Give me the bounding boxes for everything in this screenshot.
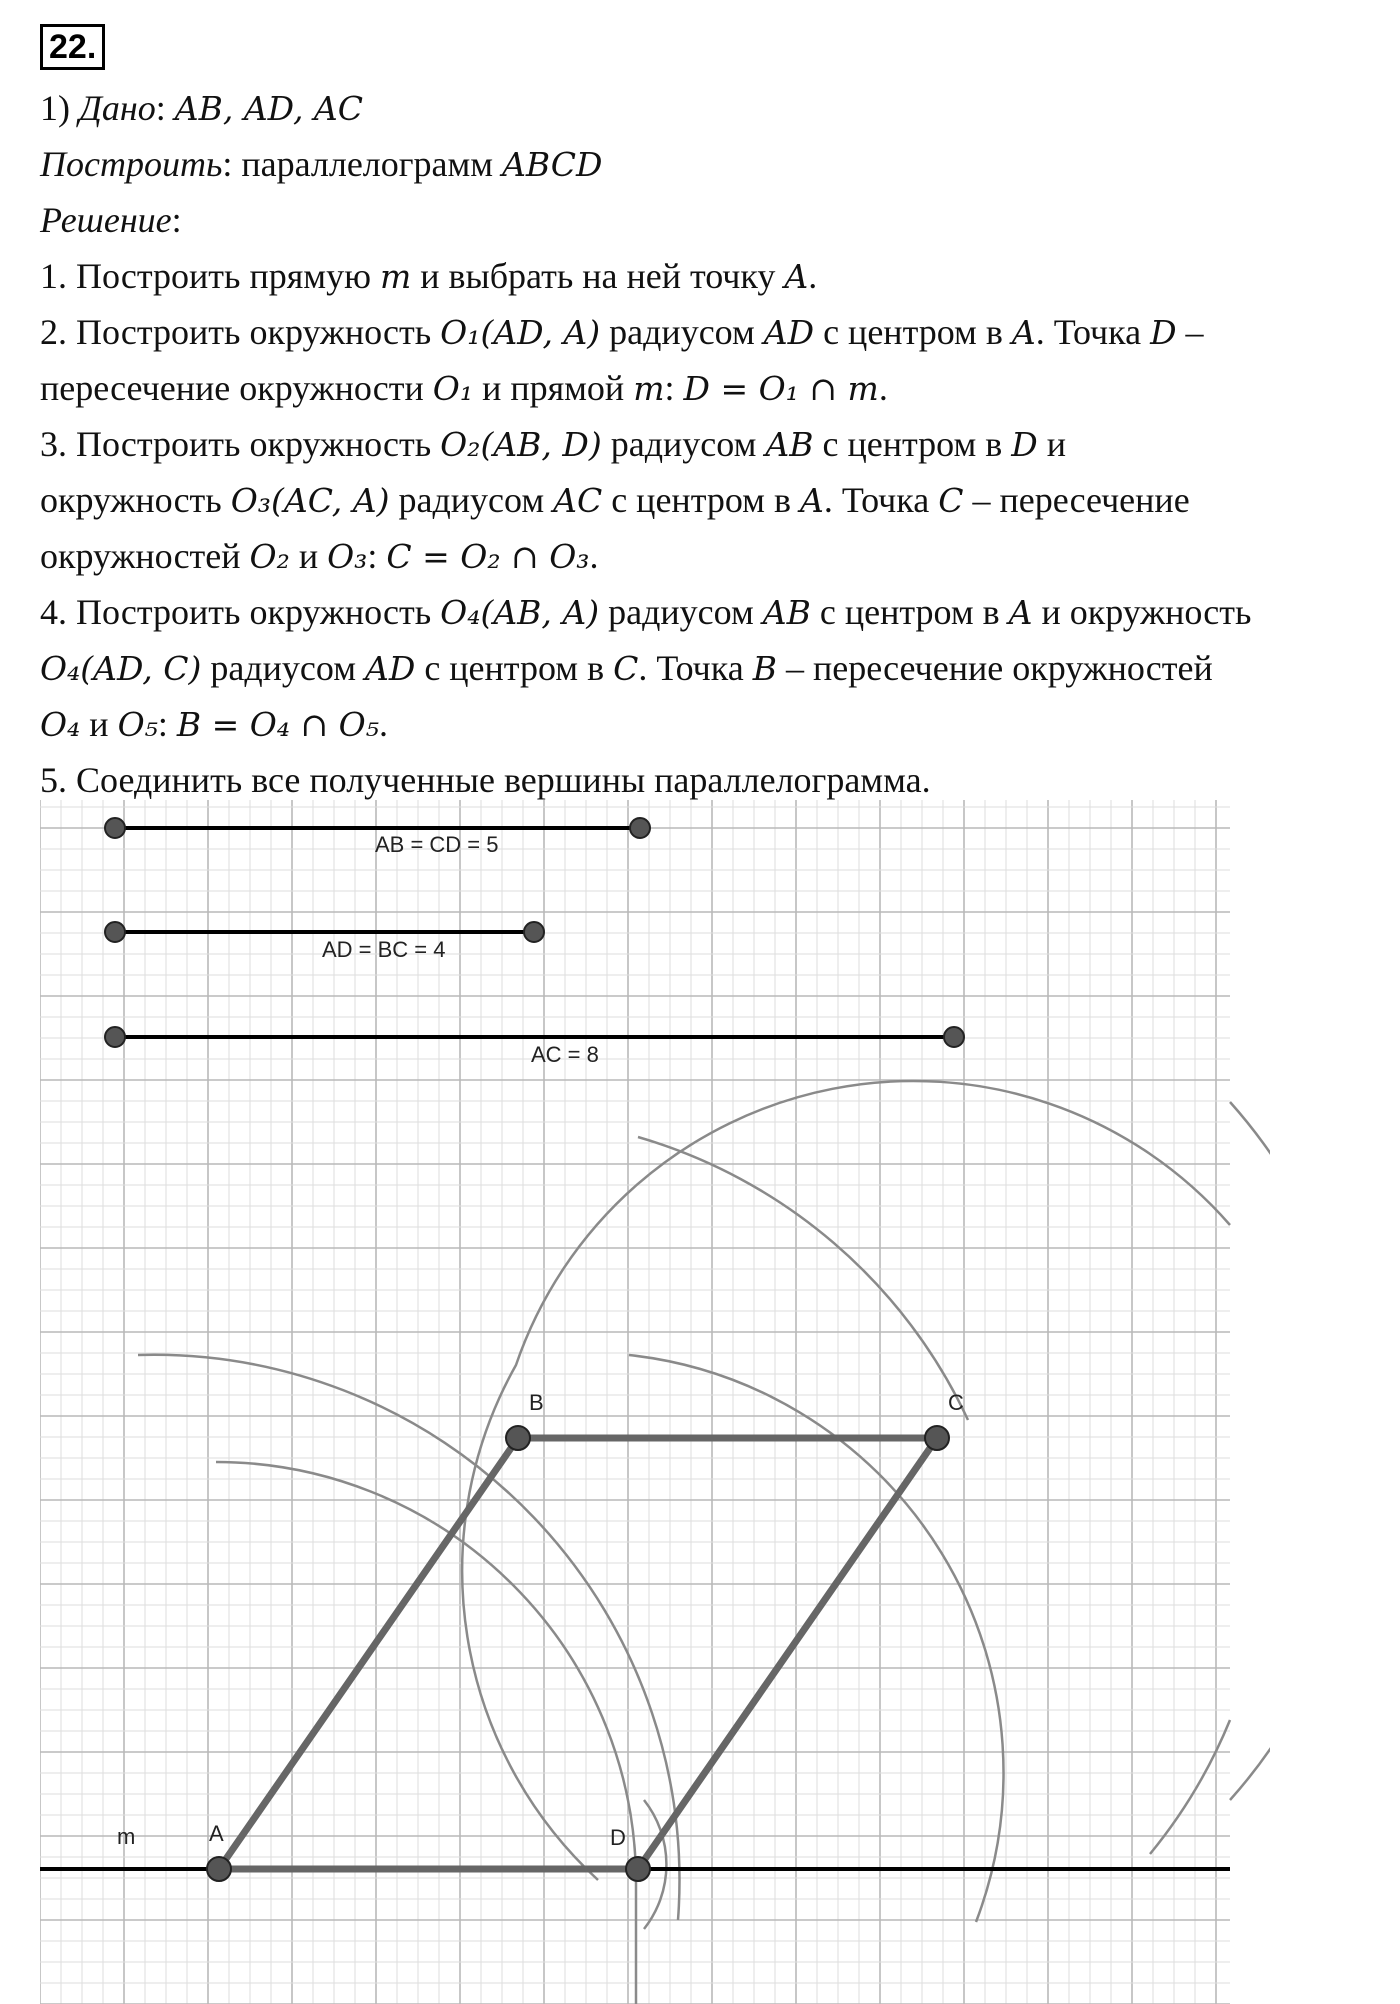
math-expression: AB: [765, 425, 814, 464]
math-expression: O₃(AC, A): [230, 481, 390, 520]
text-fragment: и: [1037, 424, 1066, 464]
text-line: [40, 640, 1380, 696]
line-m-label: m: [117, 1824, 136, 1849]
construction-figure: [40, 800, 1270, 2004]
text-fragment: 4. Построить окружность: [40, 592, 441, 632]
math-expression: O₁(AD, A): [440, 313, 601, 352]
text-fragment: .: [808, 256, 818, 296]
text-fragment: Решение: [40, 200, 172, 240]
segment-ad-label: AD = BC = 4: [322, 937, 446, 962]
text-fragment: с центром в: [602, 480, 800, 520]
text-fragment: . Точка: [1035, 312, 1151, 352]
solution-text: [40, 80, 1380, 808]
point-c-label: C: [948, 1390, 964, 1415]
arc-o1: [216, 1462, 636, 2004]
edge-cd: [638, 1438, 937, 1869]
math-expression: A: [1011, 313, 1036, 352]
point-a-label: A: [209, 1821, 224, 1846]
text-line: [40, 584, 1380, 640]
text-fragment: .: [378, 704, 388, 744]
text-fragment: : параллелограмм: [222, 144, 503, 184]
task-number: 22.: [40, 24, 105, 70]
segment-ac-label: AC = 8: [531, 1042, 599, 1067]
text-fragment: :: [171, 200, 182, 240]
point-d: [626, 1857, 650, 1881]
math-expression: AD: [763, 313, 815, 352]
text-fragment: . Точка: [638, 648, 753, 688]
text-fragment: с центром в: [813, 424, 1012, 464]
text-line: [40, 696, 1380, 752]
text-fragment: – пересечение: [963, 480, 1190, 520]
text-line: [40, 304, 1380, 360]
text-line: [40, 472, 1380, 528]
text-fragment: и: [80, 704, 118, 744]
point-a: [207, 1857, 231, 1881]
text-fragment: радиусом: [600, 312, 764, 352]
segment-ac-end-point: [944, 1027, 964, 1047]
text-line: [40, 528, 1380, 584]
text-fragment: радиусом: [601, 424, 766, 464]
text-fragment: с центром в: [415, 648, 614, 688]
segment-ad-start-point: [105, 922, 125, 942]
math-expression: A: [784, 257, 809, 296]
text-fragment: и прямой: [473, 368, 634, 408]
math-expression: C = O₂ ∩ O₃: [386, 537, 590, 576]
text-fragment: –: [1176, 312, 1204, 352]
math-expression: A: [1008, 593, 1033, 632]
text-fragment: 5. Соединить все полученные вершины параллелограмма.: [40, 760, 931, 800]
arc-circle-b: [462, 1081, 1230, 1880]
text-fragment: с центром в: [814, 312, 1012, 352]
math-expression: O₄: [40, 705, 81, 744]
text-line: [40, 416, 1380, 472]
text-fragment: . Точка: [823, 480, 939, 520]
text-line: [40, 136, 1380, 192]
segment-ab-start-point: [105, 818, 125, 838]
text-fragment: .: [878, 368, 888, 408]
segment-ad-end-point: [524, 922, 544, 942]
math-expression: AC: [553, 481, 603, 520]
math-expression: B: [752, 649, 777, 688]
math-expression: O₂: [249, 537, 290, 576]
text-line: [40, 248, 1380, 304]
arc-o3: [1230, 1102, 1270, 1800]
math-expression: D: [1011, 425, 1038, 464]
math-expression: D: [1150, 313, 1177, 352]
text-line: [40, 360, 1380, 416]
parallelogram: [219, 1438, 937, 1869]
math-expression: O₄(AB, A): [440, 593, 600, 632]
segment-ab-label: AB = CD = 5: [375, 832, 499, 857]
math-expression: B = O₄ ∩ O₅: [176, 705, 379, 744]
point-c: [925, 1426, 949, 1450]
math-expression: AD: [365, 649, 416, 688]
math-expression: ABCD: [502, 145, 603, 184]
text-fragment: 2. Построить окружность: [40, 312, 441, 352]
math-expression: A: [799, 481, 824, 520]
text-fragment: радиусом: [599, 592, 763, 632]
segment-ab-end-point: [630, 818, 650, 838]
arc-o3-lower: [1150, 1720, 1230, 1854]
text-fragment: пересечение окружности: [40, 368, 433, 408]
math-expression: AB, AD, AC: [174, 89, 364, 128]
point-d-label: D: [610, 1825, 626, 1850]
text-line: [40, 80, 1380, 136]
text-fragment: .: [589, 536, 599, 576]
text-fragment: Построить: [40, 144, 223, 184]
given-segments: [105, 818, 964, 1067]
point-b-label: B: [529, 1390, 544, 1415]
text-fragment: 3. Построить окружность: [40, 424, 441, 464]
text-fragment: радиусом: [389, 480, 554, 520]
text-fragment: радиусом: [201, 648, 366, 688]
math-expression: AB: [762, 593, 811, 632]
text-fragment: 1. Построить прямую: [40, 256, 380, 296]
math-expression: O₄(AD, C): [40, 649, 202, 688]
text-fragment: окружностей: [40, 536, 250, 576]
math-expression: m: [379, 257, 412, 296]
arc-inner: [638, 1137, 968, 1420]
math-expression: C: [613, 649, 639, 688]
text-fragment: 1): [40, 88, 79, 128]
text-fragment: – пересечение окружностей: [776, 648, 1213, 688]
math-expression: O₅: [117, 705, 158, 744]
text-line: [40, 192, 1380, 248]
text-fragment: :: [157, 704, 177, 744]
text-fragment: Дано: [79, 88, 156, 128]
text-fragment: :: [664, 368, 684, 408]
text-fragment: с центром в: [810, 592, 1009, 632]
point-b: [506, 1426, 530, 1450]
math-expression: D = O₁ ∩ m: [683, 369, 879, 408]
text-fragment: и окружность: [1032, 592, 1252, 632]
math-expression: O₁: [432, 369, 474, 408]
edge-ab: [219, 1438, 518, 1869]
text-fragment: и выбрать на ней точку: [411, 256, 785, 296]
math-expression: m: [633, 369, 665, 408]
math-expression: O₃: [327, 537, 368, 576]
math-expression: C: [938, 481, 964, 520]
text-fragment: окружность: [40, 480, 231, 520]
text-fragment: и: [289, 536, 328, 576]
text-fragment: :: [155, 88, 175, 128]
segment-ac-start-point: [105, 1027, 125, 1047]
text-fragment: :: [367, 536, 387, 576]
math-expression: O₂(AB, D): [440, 425, 602, 464]
